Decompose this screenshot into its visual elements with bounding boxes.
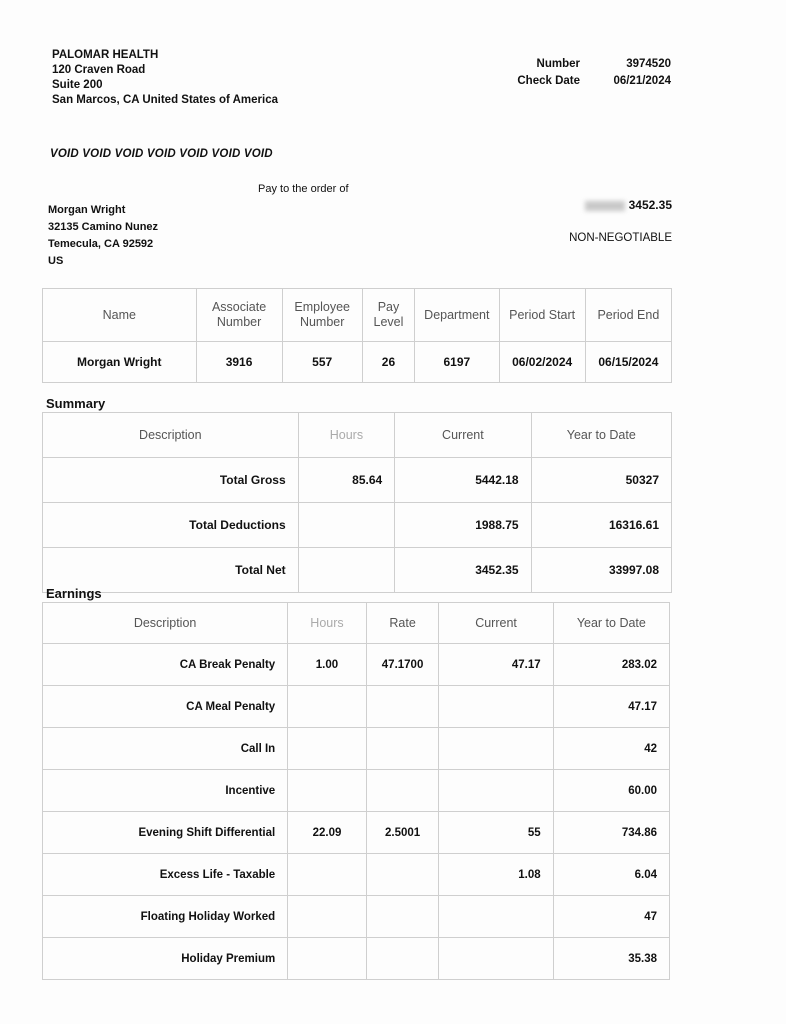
earning-description: Evening Shift Differential	[43, 812, 288, 854]
earning-rate	[366, 728, 439, 770]
company-address-block	[52, 48, 278, 108]
earning-hours	[288, 896, 367, 938]
earning-current	[439, 896, 553, 938]
table-row	[43, 686, 670, 728]
earning-description: Floating Holiday Worked	[43, 896, 288, 938]
associate-number: 3916	[196, 342, 282, 383]
company-name: PALOMAR HEALTH	[52, 49, 159, 61]
summary-ytd: 50327	[531, 458, 671, 503]
company-address-line2: Suite 200	[52, 79, 103, 91]
summary-table	[42, 412, 672, 593]
check-amount	[560, 198, 672, 212]
earning-ytd: 60.00	[553, 770, 669, 812]
company-city-line: San Marcos, CA United States of America	[52, 94, 279, 106]
earning-description: CA Meal Penalty	[43, 686, 288, 728]
summary-current: 5442.18	[395, 458, 531, 503]
redaction-mark	[585, 201, 625, 211]
employee-name: Morgan Wright	[43, 342, 197, 383]
table-row	[43, 458, 672, 503]
earning-current	[439, 728, 553, 770]
earning-current	[439, 938, 553, 980]
earnings-table	[42, 602, 670, 980]
earning-ytd: 6.04	[553, 854, 669, 896]
check-number-label: Number	[536, 58, 580, 70]
payee-address-block	[48, 202, 158, 270]
earning-description: Call In	[43, 728, 288, 770]
earning-rate	[366, 770, 439, 812]
earning-rate	[366, 938, 439, 980]
void-watermark-line: VOID VOID VOID VOID VOID VOID VOID	[50, 148, 273, 160]
earnings-header-rate: Rate	[366, 603, 439, 644]
earnings-section-title: Earnings	[46, 586, 102, 601]
summary-header-description: Description	[43, 413, 299, 458]
summary-description: Total Net	[43, 548, 299, 593]
summary-ytd: 33997.08	[531, 548, 671, 593]
earning-hours: 1.00	[288, 644, 367, 686]
header-employee-number: Employee Number	[282, 289, 362, 342]
earning-current: 47.17	[439, 644, 553, 686]
table-row	[43, 854, 670, 896]
earning-ytd: 47	[553, 896, 669, 938]
summary-header-current: Current	[395, 413, 531, 458]
earning-current: 1.08	[439, 854, 553, 896]
payee-name: Morgan Wright	[48, 204, 126, 216]
payee-street: 32135 Camino Nunez	[48, 221, 159, 233]
earning-rate	[366, 896, 439, 938]
company-address-line1: 120 Craven Road	[52, 64, 146, 76]
check-amount-value: 3452.35	[628, 198, 672, 212]
earning-description: Incentive	[43, 770, 288, 812]
earning-current: 55	[439, 812, 553, 854]
earning-current	[439, 770, 553, 812]
earning-hours: 22.09	[288, 812, 367, 854]
pay-level: 26	[362, 342, 414, 383]
table-row	[43, 728, 670, 770]
employee-info-header-row	[43, 289, 672, 342]
earning-ytd: 35.38	[553, 938, 669, 980]
earnings-header-current: Current	[439, 603, 553, 644]
period-start: 06/02/2024	[499, 342, 585, 383]
payee-country: US	[48, 255, 64, 267]
earning-hours	[288, 728, 367, 770]
earning-ytd: 42	[553, 728, 669, 770]
table-row	[43, 644, 670, 686]
earning-ytd: 47.17	[553, 686, 669, 728]
summary-current: 3452.35	[395, 548, 531, 593]
header-period-end: Period End	[585, 289, 671, 342]
table-row	[43, 812, 670, 854]
earning-hours	[288, 938, 367, 980]
summary-hours	[298, 503, 395, 548]
summary-header-hours: Hours	[298, 413, 395, 458]
table-row	[43, 770, 670, 812]
earning-hours	[288, 770, 367, 812]
summary-header-row	[43, 413, 672, 458]
earning-hours	[288, 854, 367, 896]
earning-rate	[366, 686, 439, 728]
employee-info-table	[42, 288, 672, 383]
department: 6197	[415, 342, 499, 383]
earnings-header-ytd: Year to Date	[553, 603, 669, 644]
earnings-header-description: Description	[43, 603, 288, 644]
earning-ytd: 734.86	[553, 812, 669, 854]
earning-description: Excess Life - Taxable	[43, 854, 288, 896]
payee-city: Temecula, CA 92592	[48, 238, 154, 250]
header-period-start: Period Start	[499, 289, 585, 342]
earning-rate: 2.5001	[366, 812, 439, 854]
earning-description: Holiday Premium	[43, 938, 288, 980]
earning-ytd: 283.02	[553, 644, 669, 686]
employee-info-row	[43, 342, 672, 383]
earning-rate	[366, 854, 439, 896]
employee-number: 557	[282, 342, 362, 383]
earning-description: CA Break Penalty	[43, 644, 288, 686]
summary-description: Total Deductions	[43, 503, 299, 548]
period-end: 06/15/2024	[585, 342, 671, 383]
earning-current	[439, 686, 553, 728]
header-name: Name	[43, 289, 197, 342]
non-negotiable-label: NON-NEGOTIABLE	[569, 232, 672, 244]
table-row	[43, 548, 672, 593]
table-row	[43, 503, 672, 548]
header-department: Department	[415, 289, 499, 342]
header-pay-level: Pay Level	[362, 289, 414, 342]
summary-hours: 85.64	[298, 458, 395, 503]
earning-rate: 47.1700	[366, 644, 439, 686]
summary-current: 1988.75	[395, 503, 531, 548]
pay-to-label: Pay to the order of	[258, 183, 349, 195]
summary-ytd: 16316.61	[531, 503, 671, 548]
summary-header-ytd: Year to Date	[531, 413, 671, 458]
summary-section-title: Summary	[46, 396, 106, 411]
check-date-label: Check Date	[517, 75, 580, 87]
summary-description: Total Gross	[43, 458, 299, 503]
earnings-header-row	[43, 603, 670, 644]
earnings-header-hours: Hours	[288, 603, 367, 644]
table-row	[43, 938, 670, 980]
check-date-value: 06/21/2024	[613, 75, 671, 87]
earning-hours	[288, 686, 367, 728]
header-associate-number: Associate Number	[196, 289, 282, 342]
table-row	[43, 896, 670, 938]
check-number-value: 3974520	[626, 58, 671, 70]
summary-hours	[298, 548, 395, 593]
